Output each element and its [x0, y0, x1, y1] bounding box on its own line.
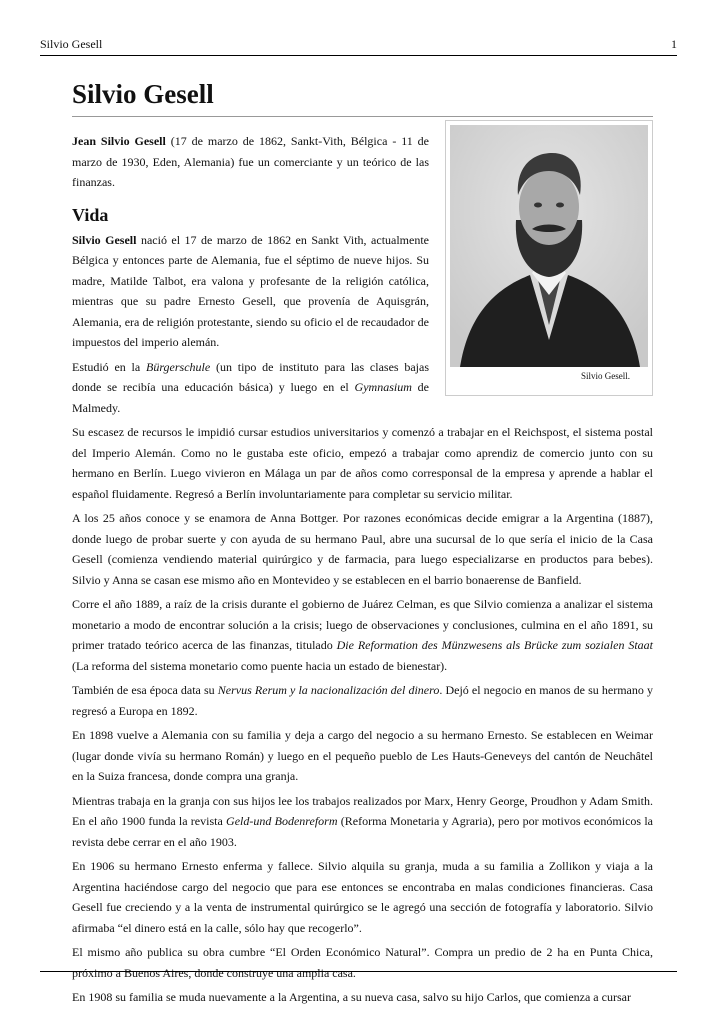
- p5-italic: Die Reformation des Münzwesens als Brücke zum sozialen Staat: [336, 638, 653, 652]
- page-number: 1: [671, 37, 677, 51]
- article-title: Silvio Gesell: [72, 78, 653, 117]
- p1-bold-name: Silvio Gesell: [72, 232, 137, 247]
- p8-text-b: (Reforma Monetaria y Agraria), pero por motivos económicos la revista debe cerrar en el año 1903.: [72, 814, 653, 849]
- article-body: [72, 78, 653, 1012]
- p2-text-a: Estudió en la: [72, 359, 146, 374]
- paragraph: A los 25 años conoce y se enamora de Anna Bottger. Por razones económicas decide emigrar a la Argentina (1887), donde luego de probar suerte y con ayuda de su hermano Paul, abre una sucursal de lo que sería el inicio de la Casa Gesell (comienza vendiendo material quirúrgico y de farmacia, para luego especializarse en productos para bebes). Silvio y Anna se casan ese mismo año en Montevideo y se establecen en el barrio bonaerense de Banfield.: [72, 511, 653, 587]
- figure-caption: Silvio Gesell.: [581, 371, 630, 381]
- p2-text-c: de Malmedy.: [72, 380, 429, 415]
- p6-text-b: . Dejó el negocio en manos de su hermano y regresó a Europa en 1892.: [72, 683, 653, 718]
- footer-rule: [40, 971, 677, 972]
- p8-text-a: Mientras trabaja en la granja con sus hijos lee los trabajos realizados por Marx, Henry George, Proudhon y Adam Smith. En el año 1900 funda la revista: [72, 793, 653, 828]
- section-heading-vida: Vida: [72, 204, 109, 225]
- p5-text-a: Corre el año 1889, a raíz de la crisis durante el gobierno de Juárez Celman, es que Silvio comienza a analizar el sistema monetario a modo de encontrar solución a la crisis; luego de observaciones y conclusiones, culmina en el año 1891, su primer tratado teórico acerca de las finanzas, titulado: [72, 597, 653, 652]
- p6-text-a: También de esa época data su: [72, 683, 218, 697]
- paragraph: El mismo año publica su obra cumbre “El Orden Económico Natural”. Compra un predio de 2 ha en Punta Chica, próximo a Buenos Aires, donde construye una amplia casa.: [72, 945, 653, 980]
- paragraph: Su escasez de recursos le impidió cursar estudios universitarios y comenzó a trabajar en el Reichspost, el sistema postal del Imperio Alemán. Como no le gustaba este oficio, empezó a trabajar como aprendiz de comercio junto con su hermano en Berlín. Luego vivieron en Málaga un par de años como corresponsal de la empresa y aprende a hablar el español fluidamente. Regresó a Berlín involuntariamente para completar su servicio militar.: [72, 425, 653, 501]
- p8-italic: Geld-und Bodenreform: [226, 814, 338, 828]
- paragraph: [72, 680, 653, 721]
- intro-text: (17 de marzo de 1862, Sankt-Vith, Bélgica - 11 de marzo de 1930, Eden, Alemania) fue un comerciante y un teórico de las finanzas.: [72, 134, 430, 189]
- p2-italic-a: Bürgerschule: [145, 359, 211, 374]
- paragraph: En 1898 vuelve a Alemania con su familia y deja a cargo del negocio a su hermano Ernesto. Se establecen en Weimar (lugar donde vivía su hermano Román) y luego en el pequeño pueblo de Les Hauts-Geneveys del cantón de Neuchâtel en la Suiza francesa, donde compra una granja.: [72, 728, 653, 783]
- portrait-figure: [445, 120, 653, 396]
- paragraph: [72, 594, 653, 676]
- paragraph: En 1906 su hermano Ernesto enferma y fallece. Silvio alquila su granja, muda a su familia a Zollikon y viaja a la Argentina haciéndose cargo del negocio que para ese entonces se encontraba en malas condiciones financieras. Casa Gesell fue creciendo y a la venta de instrumental quirúrgico se le agregó una sección de fotografía y laboratorio. Silvio afirmaba “el dinero está en la calle, sólo hay que recogerlo”.: [72, 859, 653, 935]
- p1-text: nació el 17 de marzo de 1862 en Sankt Vith, actualmente Bélgica y entonces parte de Alemania, fue el séptimo de nueve hijos. Su madre, Matilde Talbot, era valona y profesante de la religión católica, mientras que su padre Ernesto Gesell, que provenía de Aquisgrán, Alemania, era de religión protestante, siendo su oficio el de recaudador de impuestos del imperio alemán.: [72, 232, 430, 349]
- p6-italic: Nervus Rerum y la nacionalización del dinero: [217, 683, 440, 697]
- header-rule: [40, 55, 677, 56]
- p2-text-b: (un tipo de instituto para las clases bajas donde se recibía una educación básica) y luego en el: [72, 359, 430, 394]
- paragraph: [72, 791, 653, 853]
- running-title: Silvio Gesell: [40, 37, 103, 51]
- p2-italic-b: Gymnasium: [354, 380, 412, 394]
- intro-bold-name: Jean Silvio Gesell: [72, 134, 166, 148]
- running-header: [40, 37, 677, 52]
- paragraph: En 1908 su familia se muda nuevamente a la Argentina, a su nueva casa, salvo su hijo Carlos, que comienza a cursar: [72, 990, 631, 1004]
- portrait-photo: [450, 125, 648, 367]
- p5-text-b: (La reforma del sistema monetario como puente hacia un estado de bienestar).: [72, 658, 448, 673]
